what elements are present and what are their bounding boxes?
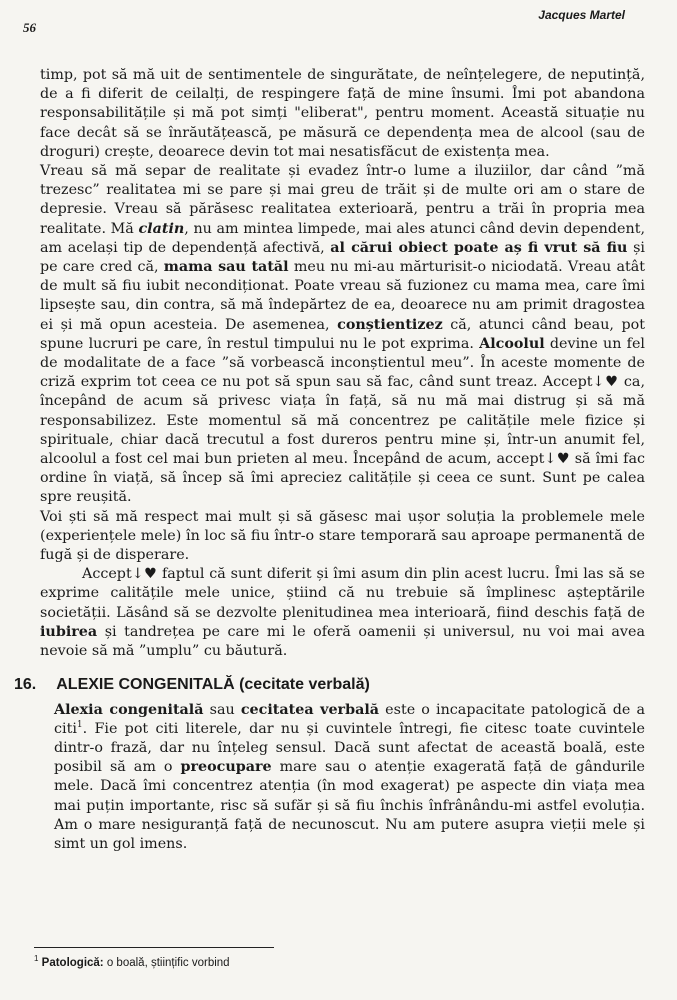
text-run: meu nu mi-au mărturisit-o niciodată. Vreau atât de mult să fiu iubit necondiționat. Poate vreau să fuzionez cu mama mea, care îmi lipsește sau, din contra, să mă îndepărtez de ea, deoarece nu am primit dragostea ei și mă opun acesteia. De asemenea, xyxy=(40,259,645,333)
emphasis-preocupare: preocupare xyxy=(180,759,272,776)
section-title: ALEXIE CONGENITALĂ (cecitate verbală) xyxy=(56,676,370,694)
text-run: că, atunci când beau, pot spune lucruri pe care, în restul timpului nu le pot exprima. xyxy=(40,316,645,352)
footnote-term: Patologică: xyxy=(41,957,104,969)
section-number: 16. xyxy=(14,676,37,694)
emphasis-alexia: Alexia congenitală xyxy=(54,701,204,718)
emphasis-obiect: al cărui obiect poate aș fi vrut să fiu xyxy=(330,239,628,256)
text-run: mare sau o atenție exagerată față de gândurile mele. Dacă îmi concentrez atenția (în mod exagerat) pe aspecte din viața mea mai puțin importante, risc să sufăr și să fiu închis înfrânându-mi astfel evoluția. Am o mare nesiguranță față de necunoscut. Nu am putere asupra vieții mele și simt un gol imens. xyxy=(54,759,645,852)
footnote xyxy=(34,954,230,969)
emphasis-iubirea: iubirea xyxy=(40,623,98,640)
page-number: 56 xyxy=(23,20,36,35)
text-run: și pe care cred că, xyxy=(40,239,645,276)
emphasis-constientizez: conștientizez xyxy=(337,316,443,333)
text-run: sau xyxy=(203,701,241,718)
footnote-divider xyxy=(34,947,274,948)
paragraph-4 xyxy=(40,565,645,661)
emphasis-clatin: clatin xyxy=(138,220,185,237)
paragraph-2 xyxy=(40,162,645,508)
emphasis-alcoolul: Alcoolul xyxy=(479,335,545,352)
text-run: Vreau să mă separ de realitate și evadez într-o lume a iluziilor, dar când ”mă trezesc” realitatea mi se pare și mai greu de trăit și de multe ori am o stare de depresie. Vreau să părăsesc realitatea exterioară, pentru a trăi în propria mea realitate. Mă xyxy=(40,163,645,237)
emphasis-mama-tatal: mama sau tatăl xyxy=(163,259,289,276)
text-run: , nu am mintea limpede, mai ales atunci când devin dependent, am același tip de dependență afectivă, xyxy=(40,220,645,256)
footnote-text: o boală, științific vorbind xyxy=(103,957,230,969)
section-heading xyxy=(14,675,645,694)
emphasis-cecitatea: cecitatea verbală xyxy=(240,701,380,718)
text-run: și tandrețea pe care mi le oferă oamenii și universul, nu voi mai avea nevoie să mă ”umplu” cu băutură. xyxy=(40,623,645,660)
running-head: Jacques Martel xyxy=(538,8,625,22)
paragraph-1: timp, pot să mă uit de sentimentele de singurătate, de neînțelegere, de neputință, de a fi diferit de ceilalți, de respingere față de mine însumi. Îmi pot abandona responsabilitățile și mă pot simți "eliberat", pentru moment. Această situație nu face decât să se înrăutățească, pe măsură ce dependența mea de alcool (sau de droguri) crește, deoarece devin tot mai nesatisfăcut de existența mea. xyxy=(40,67,645,160)
text-run: Accept↓♥ faptul că sunt diferit și îmi asum din plin acest lucru. Îmi las să se exprime calitățile mele unice, știind că nu trebuie să împlinesc așteptările societății. Lăsând să se dezvolte plenitudinea mea interioară, fiind deschis față de xyxy=(40,566,645,621)
text-run: este o incapacitate patologică de a citi xyxy=(54,701,645,737)
section-paragraph xyxy=(40,701,645,855)
footnote-ref[interactable]: 1 xyxy=(76,719,83,730)
text-run: . Fie pot citi literele, dar nu și cuvintele întregi, fie citesc toate cuvintele dintr-o frază, dar nu înțeleg sensul. Dacă sunt afectat de această boală, este posibil să am o xyxy=(54,720,645,776)
paragraph-3: Voi ști să mă respect mai mult și să găsesc mai ușor soluția la problemele mele (experiențele mele) în loc să fiu într-o stare temporară sau aproape permanentă de fugă și de disperare. xyxy=(40,508,645,564)
footnote-marker: 1 xyxy=(34,954,39,964)
body-text xyxy=(14,66,645,854)
text-run: devine un fel de modalitate de a face ”să vorbească inconștientul meu”. În aceste momente de criză exprim tot ceea ce nu pot să spun sau să fac, când sunt treaz. Accept↓♥ ca, începând de acum să privesc viața în față, să nu mă mai distrug și să mă responsabilizez. Este momentul să mă concentrez pe calitățile mele fizice și spirituale, chiar dacă trecutul a fost dureros pentru mine și, într-un anumit fel, alcoolul a fost cel mai bun prieten al meu. Începând de acum, accept↓♥ să îmi fac ordine în viață, să încep să îmi apreciez calitățile și ceea ce sunt. Sunt pe calea spre reușită. xyxy=(40,335,645,506)
